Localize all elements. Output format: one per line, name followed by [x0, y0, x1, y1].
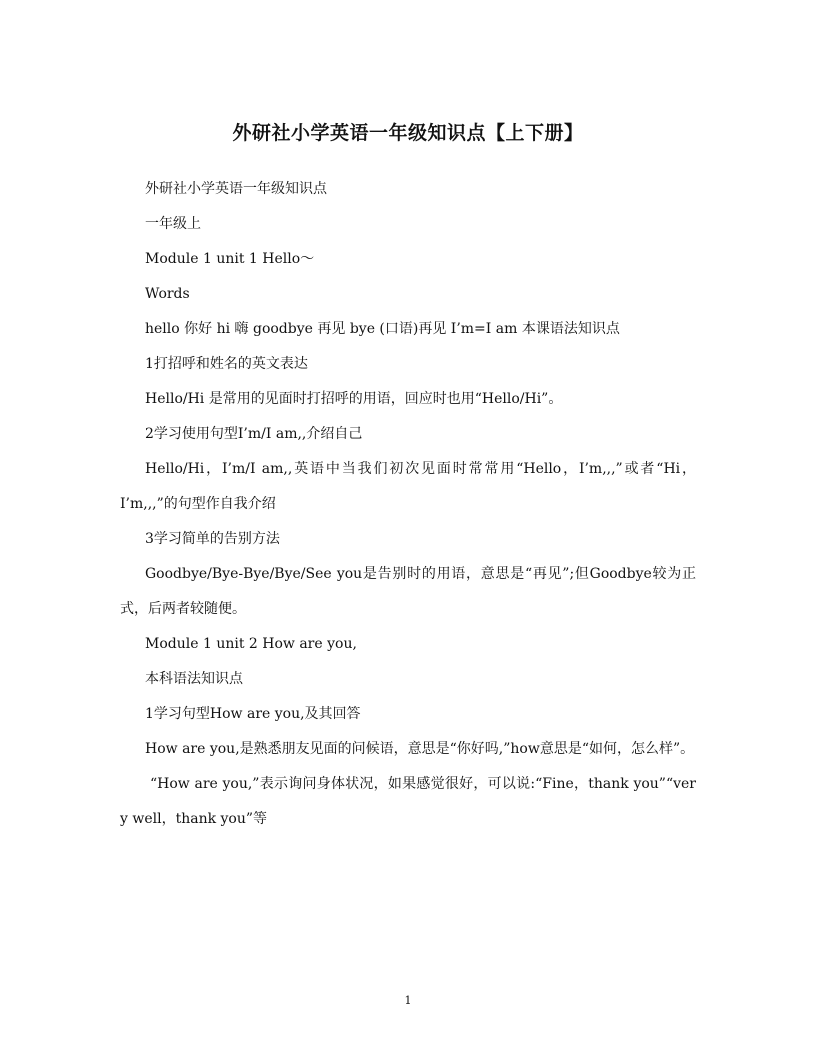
paragraph-words: Words — [145, 286, 190, 302]
paragraph-grammar-points: 本科语法知识点 — [145, 671, 243, 687]
paragraph-self-intro: Hello/Hi，I’m/I am,,英语中当我们初次见面时常常用“Hello，I’m,,,”或者“Hi，I’m,,,”的句型作自我介绍 — [120, 461, 696, 512]
paragraph-how-are-you-reply: “How are you,”表示询问身体状况，如果感觉很好，可以说:“Fine，thank you”“very well，thank you”等 — [120, 776, 696, 827]
page-number: 1 — [404, 994, 412, 1007]
paragraph-point-2: 2学习使用句型I’m/I am,,介绍自己 — [145, 426, 363, 442]
paragraph-vocabulary: hello 你好 hi 嗨 goodbye 再见 bye (口语)再见 I’m=I am 本课语法知识点 — [145, 321, 620, 337]
paragraph-point-3: 3学习简单的告别方法 — [145, 531, 280, 547]
page-title: 外研社小学英语一年级知识点【上下册】 — [232, 122, 584, 144]
paragraph-point-1: 1打招呼和姓名的英文表达 — [145, 356, 308, 372]
paragraph-module1-unit1: Module 1 unit 1 Hello～ — [145, 251, 315, 267]
paragraph-greeting-usage: Hello/Hi 是常用的见面时打招呼的用语，回应时也用“Hello/Hi”。 — [145, 391, 563, 407]
paragraph-module1-unit2: Module 1 unit 2 How are you, — [145, 636, 357, 652]
paragraph-goodbye-usage: Goodbye/Bye-Bye/Bye/See you是告别时的用语，意思是“再见”;但Goodbye较为正式，后两者较随便。 — [120, 566, 696, 617]
paragraph-how-are-you-meaning: How are you,是熟悉朋友见面的问候语，意思是“你好吗,”how意思是“如何，怎么样”。 — [145, 741, 695, 757]
paragraph-grade-upper: 一年级上 — [145, 216, 201, 232]
document-body — [120, 172, 696, 837]
paragraph-point-how-are-you: 1学习句型How are you,及其回答 — [145, 706, 361, 722]
paragraph-subtitle: 外研社小学英语一年级知识点 — [145, 181, 327, 197]
